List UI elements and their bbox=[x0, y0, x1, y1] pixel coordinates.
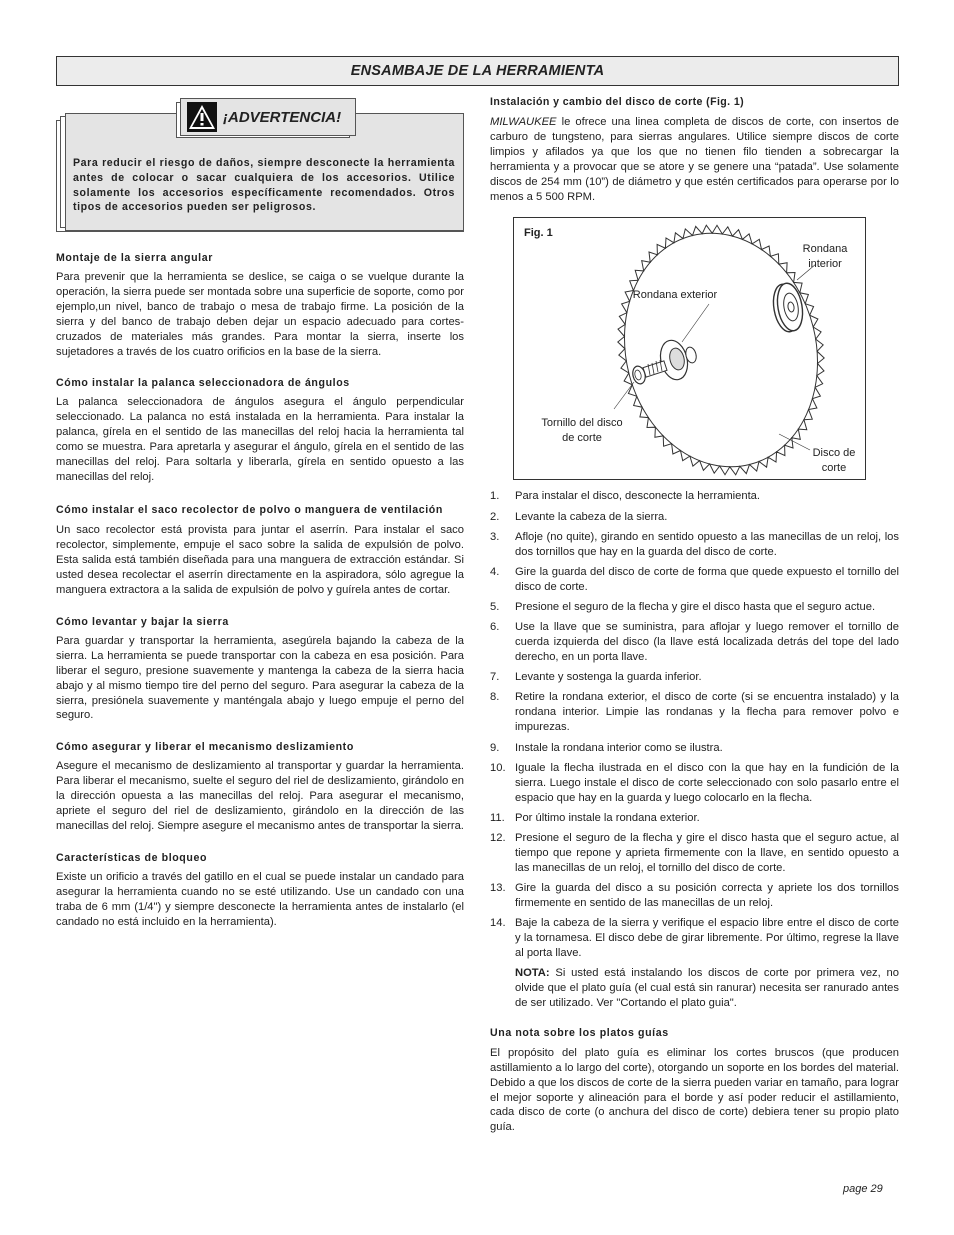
blade-outline bbox=[618, 226, 824, 476]
intro-body: le ofrece una linea completa de discos de corte, con insertos de carburo de tungsteno, para sierras angulares. Utilice siempre discos de corte limpios y afilados ya que los que no tienen filo tienden a sobrecargar la herramienta y a provocar que se atore y se genere una “patada”. Use solamente discos de 254 mm (10”) de diámetro y que estén certificados para operarse por lo menos a 5 500 RPM. bbox=[490, 116, 899, 203]
step-text: Por último instale la rondana exterior. bbox=[515, 811, 700, 824]
section-dust-bag bbox=[56, 503, 464, 598]
step-number: 10. bbox=[490, 761, 506, 774]
step-item bbox=[490, 565, 899, 595]
warning-triangle-icon bbox=[187, 102, 217, 132]
step-number: 6. bbox=[490, 621, 500, 634]
step-item bbox=[490, 620, 899, 665]
step-item bbox=[490, 670, 899, 685]
section-heading: Cómo instalar el saco recolector de polvo o manguera de ventilación bbox=[56, 503, 443, 516]
step-text: Para instalar el disco, desconecte la herramienta. bbox=[515, 490, 761, 503]
screw-label: Tornillo del disco de corte bbox=[541, 417, 623, 444]
step-item bbox=[490, 600, 899, 615]
step-item bbox=[490, 489, 899, 504]
step-number: 11. bbox=[490, 811, 505, 824]
left-column bbox=[56, 98, 464, 945]
figure-label: Fig. 1 bbox=[524, 227, 553, 240]
step-number: 2. bbox=[490, 510, 500, 523]
step-text: Levante y sostenga la guarda inferior. bbox=[515, 671, 702, 684]
step-item bbox=[490, 916, 899, 961]
warning-label: ¡ADVERTENCIA! bbox=[223, 108, 342, 126]
section-text: Asegure el mecanismo de deslizamiento al transportar y guardar la herramienta. Para liberar el mecanismo, suelte el seguro del riel de deslizamiento, girándolo en la dirección opuesta a las manecillas del reloj. Para asegurar el mecanismo, apriete el seguro del riel de deslizamiento, girándolo en la dirección de las manecillas del reloj. Siempre asegure el mecanismo antes de transportar la sierra. bbox=[56, 760, 464, 832]
section-heading: Cómo instalar la palanca seleccionadora de ángulos bbox=[56, 377, 350, 390]
step-item bbox=[490, 741, 899, 756]
warning-tab bbox=[176, 98, 356, 138]
section-heading: Montaje de la sierra angular bbox=[56, 252, 213, 264]
step-text: Use la llave que se suministra, para aflojar y luego remover el tornillo de cuerda izquierda del disco (la llave está localizada detrás del tope del lado derecho, en un porta llave. bbox=[515, 621, 899, 664]
guide-text: El propósito del plato guía es eliminar los cortes bruscos (que producen astillamiento a lo largo del corte), otorgando un soporte en los bordes del material. Debido a que los discos de corte de la sierra pueden variar en tamaño, para lograr el mejor soporte y alineación para el borde y así poder reducir el astillamiento, cada disco de corte (o anchura del disco de corte) debiera tener su propio plato guía. bbox=[490, 1046, 899, 1134]
step-text: Levante la cabeza de la sierra. bbox=[515, 510, 668, 523]
blade-teeth bbox=[618, 226, 824, 476]
warning-box bbox=[56, 98, 464, 238]
brand-name: MILWAUKEE bbox=[490, 116, 557, 128]
step-number: 1. bbox=[490, 490, 500, 503]
section-text: Un saco recolector está provista para juntar el aserrín. Para instalar el saco recolector, simplemente, empuje el saco sobre la salida de expulsión de polvo. Esta salida está también diseñada para una manguera de extracción estándar. Si usted desea recolectar el aserrín directamente en la aspiradora, sólo agregue la manguera extractora a la salida de expulsión de polvo y guírela antes de cortar. bbox=[56, 524, 464, 596]
section-heading: Instalación y cambio del disco de corte (Fig. 1) bbox=[490, 96, 745, 108]
section-lock-features bbox=[56, 852, 464, 930]
step-item bbox=[490, 881, 899, 911]
section-angle-lever bbox=[56, 377, 464, 484]
section-heading: Características de bloqueo bbox=[56, 851, 208, 864]
step-number: 12. bbox=[490, 831, 506, 844]
inner-washer-label: Rondana interior bbox=[802, 243, 848, 270]
leader-screw bbox=[614, 382, 634, 409]
section-mounting bbox=[56, 252, 464, 359]
step-text: Iguale la flecha ilustrada en el disco con la que hay en la fundición de la sierra. Luego instale el disco de corte seleccionado con solo pasarlo entre el espacio que hay en la guarda y luego colocarlo en la flecha. bbox=[515, 761, 899, 804]
section-heading: Una nota sobre los platos guías bbox=[490, 1026, 669, 1039]
section-text: Para prevenir que la herramienta se deslice, se caiga o se vuelque durante la operación, la sierra puede ser montada sobre una superficie de soporte, como por ejemplo,un nivel, banco de trabajo o mesa de trabajo firme. La posición de la sierra y del banco de trabajo deben dejar un espacio adecuado para cortes-cruzados de materiales más grandes. Para montar la sierra, inserte los sujetadores a través de los cuatro orificios en la base de la sierra. bbox=[56, 271, 464, 358]
section-slide-lock bbox=[56, 741, 464, 834]
step-text: Presione el seguro de la flecha y gire el disco hasta que el seguro actue, al tiempo que repone y aprieta firmemente con la llave, en sentido opuesto a las manecillas de un reloj, el tornillo del disco de corte. bbox=[515, 831, 899, 874]
step-text: Retire la rondana exterior, el disco de corte (si se encuentra instalado) y la rondana interior. Limpie las rondanas y la flecha para remover polvo e impurezas. bbox=[515, 691, 899, 734]
step-number: 5. bbox=[490, 601, 500, 614]
blade-label: Disco de corte bbox=[812, 447, 856, 474]
step-item bbox=[490, 690, 899, 735]
step-text: Gire la guarda del disco de corte de forma que quede expuesto el tornillo del disco de corte. bbox=[515, 565, 899, 593]
steps-list bbox=[490, 489, 899, 960]
step-item bbox=[490, 831, 899, 876]
note-label: NOTA: bbox=[515, 967, 550, 980]
section-heading: Cómo levantar y bajar la sierra bbox=[56, 615, 229, 628]
section-raise-lower bbox=[56, 616, 464, 723]
section-text: Para guardar y transportar la herramienta, asegúrela bajando la cabeza de la sierra. La herramienta se puede transportar con la cabeza en esa posición. Para liberar el seguro, presione suavemente y mantenga la cabeza de la sierra hacia abajo y al mismo tiempo tire del perno del seguro. Para asegurar la cabeza de la sierra, presiónela suavemente y manténgala abajo y luego empuje el perno del seguro. bbox=[56, 634, 464, 722]
step-number: 4. bbox=[490, 565, 500, 578]
step-text: Baje la cabeza de la sierra y verifique el espacio libre entre el disco de corte y la tornamesa. El disco debe de girar libremente. Por último, regrese la llave al porta llave. bbox=[515, 917, 899, 959]
step-number: 9. bbox=[490, 741, 500, 754]
step-number: 7. bbox=[490, 671, 500, 684]
note bbox=[515, 966, 899, 1011]
section-text: Existe un orificio a través del gatillo en el cual se puede instalar un candado para asegurar la herramienta cuando no se esté utilizando. Use un candado con una traba de 6 mm (1/4") y siempre desconecte la herramienta antes de instalarlo (el candado no está incluido en la herramienta). bbox=[56, 870, 464, 928]
warning-tab-front bbox=[180, 98, 356, 136]
step-item bbox=[490, 811, 899, 826]
step-item bbox=[490, 510, 899, 525]
step-text: Presione el seguro de la flecha y gire el disco hasta que el seguro actue. bbox=[515, 601, 876, 614]
step-item bbox=[490, 761, 899, 806]
step-number: 13. bbox=[490, 881, 506, 894]
step-item bbox=[490, 530, 899, 560]
page-number: page 29 bbox=[843, 1183, 883, 1195]
step-number: 14. bbox=[490, 917, 506, 930]
outer-washer-label: Rondana exterior bbox=[632, 289, 718, 302]
step-number: 8. bbox=[490, 691, 500, 704]
step-text: Gire la guarda del disco a su posición correcta y apriete los dos tornillos firmemente en sentido de las manecillas de un reloj. bbox=[515, 881, 899, 909]
right-column bbox=[490, 96, 899, 1135]
figure-1 bbox=[513, 217, 866, 480]
step-text: Afloje (no quite), girando en sentido opuesto a las manecillas de un reloj, los dos tornillos que hay en la guarda del disco de corte. bbox=[515, 530, 899, 558]
intro-text bbox=[490, 115, 899, 204]
section-title: ENSAMBAJE DE LA HERRAMIENTA bbox=[56, 56, 899, 86]
section-text: La palanca seleccionadora de ángulos asegura el ángulo perpendicular seleccionado. La palanca no está instalada en la herramienta. Para instalar la palanca, gírela en el sentido de las manecillas del reloj hacia la herramienta tal como se muestra. Para apretarla y asegurar el ángulo, gírela en el sentido de las manecillas del reloj. Para soltarla y liberarla, gírela en sentido opuesto a las manecillas del reloj. bbox=[56, 396, 464, 483]
note-text: Si usted está instalando los discos de corte por primera vez, no olvide que el plato guía (el cual está sin ranurar) necesita ser ranurado antes de ser utilizado. Ver "Cortando el plato guia". bbox=[515, 967, 899, 1009]
section-heading: Cómo asegurar y liberar el mecanismo deslizamiento bbox=[56, 741, 354, 754]
step-number: 3. bbox=[490, 530, 500, 543]
step-text: Instale la rondana interior como se ilustra. bbox=[515, 741, 723, 754]
warning-text: Para reducir el riesgo de daños, siempre desconecte la herramienta antes de colocar o sacar cualquiera de los accesorios. Utilice solamente los accesorios específicamente recomendados. Otros tipos de accesorios pueden ser peligrosos. bbox=[73, 157, 455, 214]
